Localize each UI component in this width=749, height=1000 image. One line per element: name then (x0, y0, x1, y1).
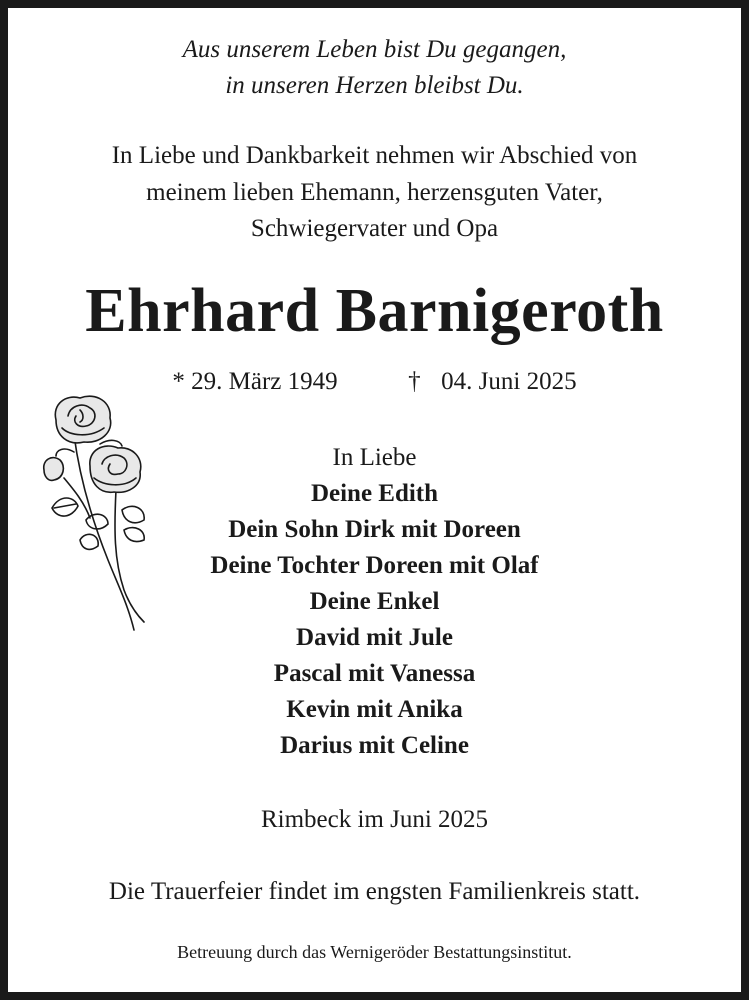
family-member: Deine Tochter Doreen mit Olaf (210, 552, 539, 579)
deceased-name: Ehrhard Barnigeroth (85, 277, 664, 345)
family-member: Kevin mit Anika (286, 696, 463, 723)
family-member: Dein Sohn Dirk mit Doreen (228, 516, 521, 543)
intro-line-3: Schwiegervater und Opa (250, 215, 499, 242)
family-member: Deine Enkel (309, 588, 440, 615)
motto-line-1: Aus unserem Leben bist Du gegangen, (182, 36, 567, 63)
family-member: Deine Edith (310, 480, 439, 507)
birth-date: * 29. März 1949 (172, 368, 338, 395)
family-member: Pascal mit Vanessa (273, 660, 476, 687)
place-date: Rimbeck im Juni 2025 (260, 806, 489, 833)
undertaker-credit: Betreuung durch das Wernigeröder Bestattungsinstitut. (177, 942, 572, 962)
in-love-label: In Liebe (332, 444, 417, 471)
family-member: David mit Jule (296, 624, 453, 651)
death-cross-icon: † (408, 368, 421, 395)
ceremony-notice: Die Trauerfeier findet im engsten Familienkreis statt. (108, 878, 641, 905)
death-date: 04. Juni 2025 (441, 368, 577, 395)
family-member: Darius mit Celine (280, 732, 469, 759)
motto-line-2: in unseren Herzen bleibst Du. (225, 72, 524, 99)
intro-line-1: In Liebe und Dankbarkeit nehmen wir Abschied von (111, 142, 638, 169)
intro-line-2: meinem lieben Ehemann, herzensguten Vater, (146, 179, 603, 206)
